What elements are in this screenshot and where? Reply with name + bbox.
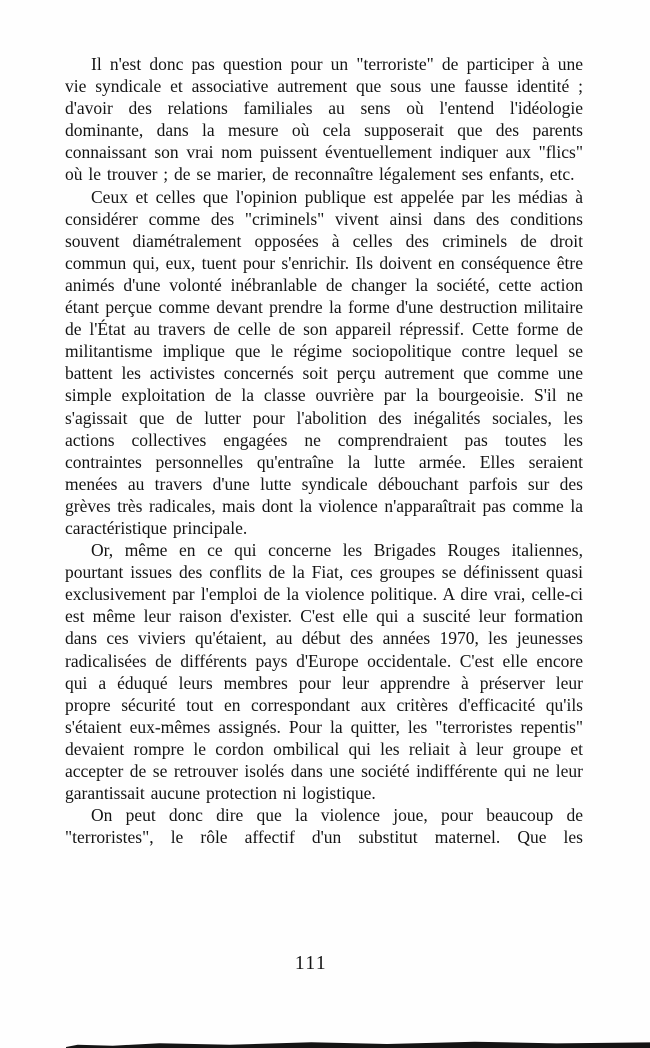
- paragraph-3: Or, même en ce qui concerne les Brigades Rouges italiennes, pourtant issues des conflits de la Fiat, ces groupes se définissent quasi exclusivement par l'emploi de la violence politique. A dire vrai, celle-ci est même leur raison d'exister. C'est elle qui a suscité leur formation dans ces viviers qu'étaient, au début des années 1970, les jeunesses radicalisées de différents pays d'Europe occidentale. C'est elle encore qui a éduqué leurs membres pour leur apprendre à préserver leur propre sécurité tout en correspondant aux critères d'efficacité qu'ils s'étaient eux-mêmes assignés. Pour la quitter, les "terroristes repentis" devaient rompre le cordon ombilical qui les reliait à leur groupe et accepter de se retrouver isolés dans une société indifférente qui ne leur garantissait aucune protection ni logistique.: [65, 540, 583, 804]
- page-number: 111: [294, 953, 328, 974]
- paragraph-4: On peut donc dire que la violence joue, pour beaucoup de "terroristes", le rôle affectif d'un substitut maternel. Que les: [65, 805, 583, 848]
- paragraph-1: Il n'est donc pas question pour un "terroriste" de participer à une vie syndicale et associative autrement que sous une fausse identité ; d'avoir des relations familiales au sens où l'entend l'idéologie dominante, dans la mesure où cela supposerait que des parents connaissant son vrai nom puissent éventuellement indiquer aux "flics" où le trouver ; de se marier, de reconnaître légalement ses enfants, etc.: [65, 54, 583, 185]
- scan-edge-artifact: [66, 1040, 650, 1048]
- page-text-block: [65, 53, 583, 848]
- paragraph-2: Ceux et celles que l'opinion publique est appelée par les médias à considérer comme des "criminels" vivent ainsi dans des conditions souvent diamétralement opposées à celles des criminels de droit commun qui, eux, tuent pour s'enrichir. Ils doivent en conséquence être animés d'une volonté inébranlable de changer la société, cette action étant perçue comme devant prendre la forme d'une destruction militaire de l'État au travers de celle de son appareil répressif. Cette forme de militantisme implique que le régime sociopolitique contre lequel se battent les activistes concernés soit perçu autrement que comme une simple exploitation de la classe ouvrière par la bourgeoisie. S'il ne s'agissait que de lutter pour l'abolition des inégalités sociales, les actions collectives engagées ne comprendraient pas toutes les contraintes personnelles qu'entraîne la lutte armée. Elles seraient menées au travers d'une lutte syndicale débouchant parfois sur des grèves très radicales, mais dont la violence n'apparaîtrait pas comme la caractéristique principale.: [65, 186, 583, 538]
